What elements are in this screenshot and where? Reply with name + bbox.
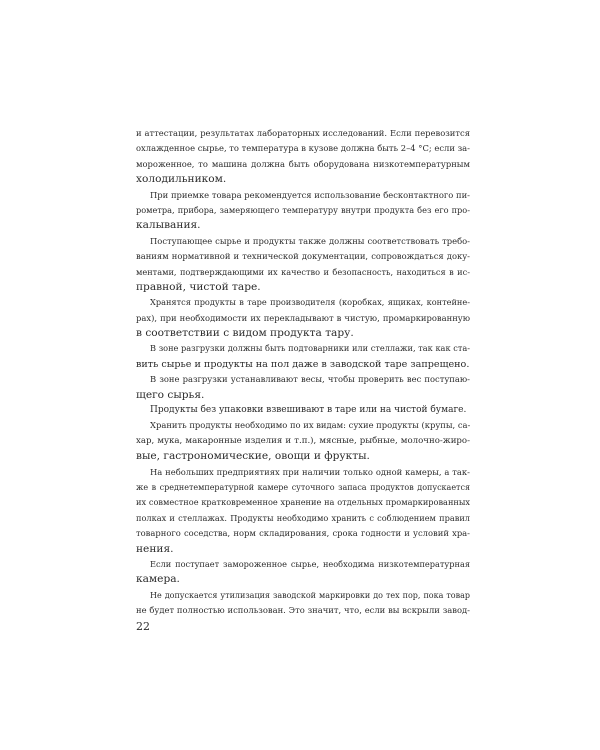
text-line: холодильником. [136, 173, 227, 186]
paragraph [136, 557, 470, 588]
text-line: же в среднетемпературной камере суточного запаса продуктов допускается [136, 482, 470, 492]
text-line: щего сырья. [136, 388, 205, 401]
text-line: При приемке товара рекомендуется использование бесконтактного пи- [150, 189, 470, 200]
text-line: полках и стеллажах. Продукты необходимо хранить с соблюдением правил [136, 512, 470, 523]
text-line: ваниям нормативной и технической документации, сопровождаться доку- [136, 251, 470, 262]
text-line: калывания. [136, 219, 201, 232]
text-line: Продукты без упаковки взвешивают в таре или на чистой бумаге. [150, 405, 467, 416]
text-line: Поступающее сырье и продукты также должны соответствовать требо- [150, 235, 470, 246]
text-line: нения. [136, 542, 174, 555]
text-line: Хранятся продукты в таре производителя (коробках, ящиках, контейне- [150, 297, 470, 308]
text-line: ментами, подтверждающими их качество и безопасность, находиться в ис- [136, 266, 470, 277]
paragraph [136, 403, 470, 418]
paragraph [136, 341, 470, 372]
paragraph [136, 465, 470, 557]
text-line: в соответствии с видом продукта тару. [136, 327, 354, 340]
text-line: вить сырье и продукты на пол даже в заводской таре запрещено. [136, 358, 470, 370]
text-line: Хранить продукты необходимо по их видам: сухие продукты (крупы, са- [150, 420, 471, 431]
text-line: их совместное кратковременное хранение на отдельных промаркированных [136, 497, 470, 508]
text-line: охлажденное сырье, то температура в кузове должна быть 2–4 °С; если за- [136, 143, 470, 154]
text-line: В зоне разгрузки должны быть подтоварники или стеллажи, так как ста- [150, 343, 470, 354]
text-line: В зоне разгрузки устанавливают весы, чтобы проверить вес поступаю- [150, 374, 470, 385]
page-number: 22 [136, 620, 150, 633]
text-line: хар, мука, макаронные изделия и т.п.), мясные, рыбные, молочно-жиро- [136, 435, 470, 446]
text-line: рометра, прибора, замеряющего температуру внутри продукта без его про- [136, 204, 470, 215]
text-line: На небольших предприятиях при наличии только одной камеры, а так- [150, 466, 470, 477]
text-line: мороженное, то машина должна быть оборудована низкотемпературным [136, 158, 470, 169]
text-line: Не допускается утилизация заводской маркировки до тех пор, пока товар [150, 590, 470, 600]
text-line: правной, чистой таре. [136, 280, 261, 293]
text-line: не будет полностью использован. Это значит, что, если вы вскрыли завод- [136, 605, 470, 616]
text-line: Если поступает замороженное сырье, необходима низкотемпературная [150, 558, 470, 569]
text-line: и аттестации, результатах лабораторных исследований. Если перевозится [136, 128, 470, 138]
text-line: товарного соседства, норм складирования, срока годности и условий хра- [136, 528, 470, 539]
paragraph [136, 188, 470, 234]
text-line: камера. [136, 573, 180, 586]
paragraph [136, 418, 470, 464]
paragraph [136, 126, 470, 188]
paragraph [136, 588, 470, 619]
text-line: вые, гастрономические, овощи и фрукты. [136, 450, 370, 463]
page-body-text [136, 126, 470, 619]
paragraph [136, 234, 470, 296]
paragraph [136, 372, 470, 403]
text-line: рах), при необходимости их перекладывают в чистую, промаркированную [136, 312, 470, 323]
paragraph [136, 295, 470, 341]
